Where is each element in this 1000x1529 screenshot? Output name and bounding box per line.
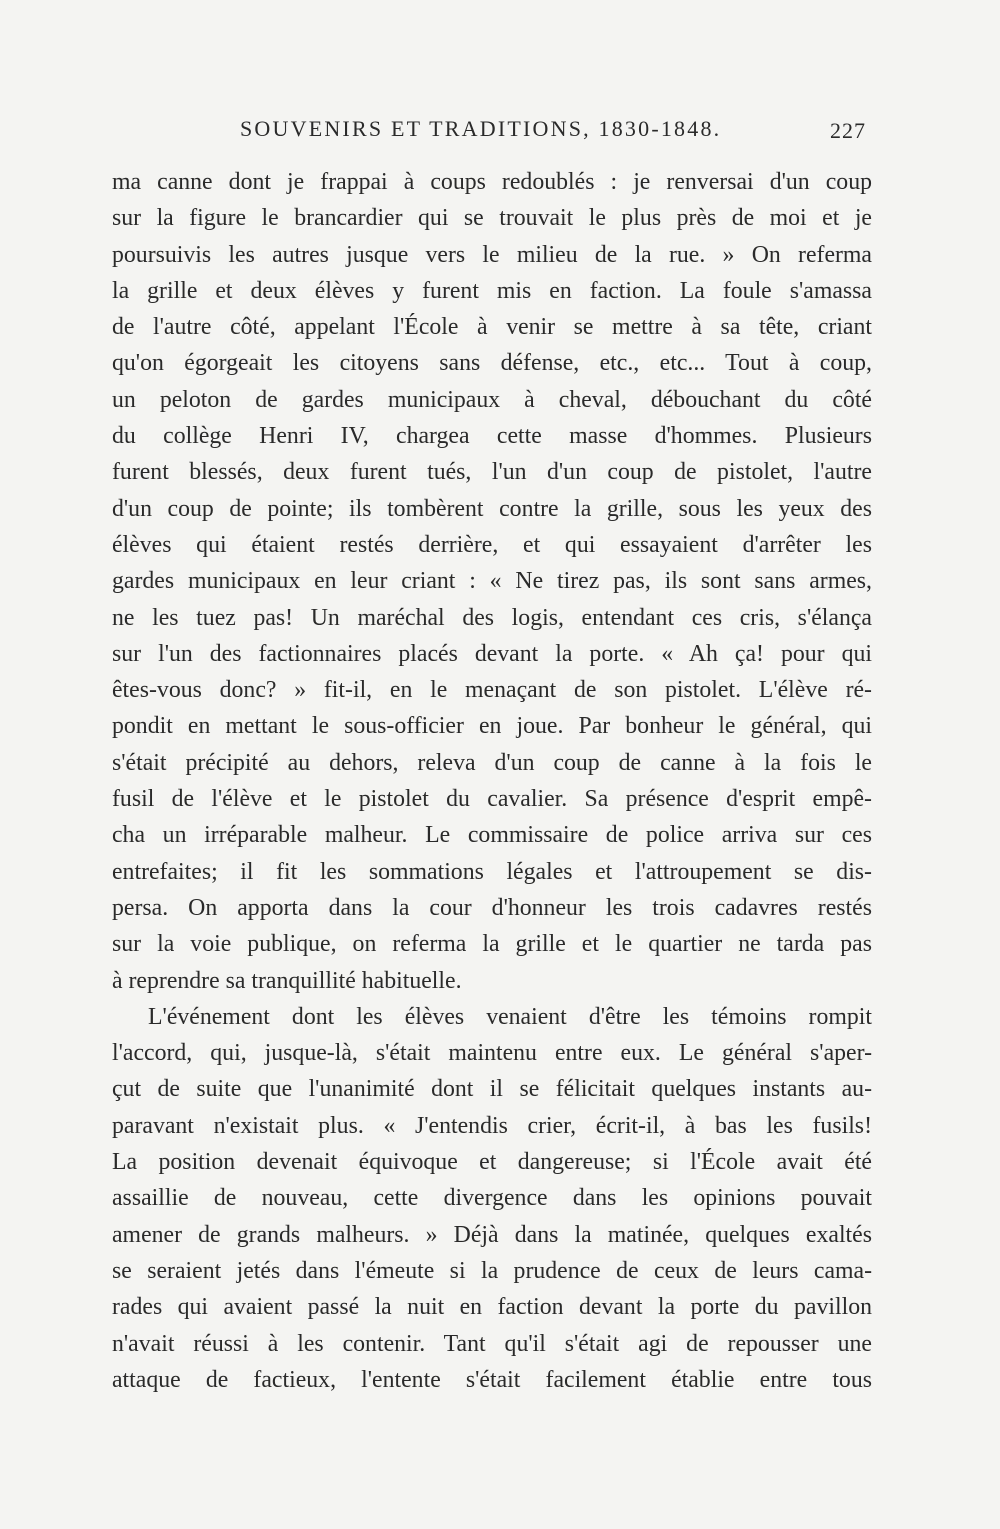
text-line: poursuivis les autres jusque vers le milieu de la rue. » On referma [112,241,872,268]
text-line: n'avait réussi à les contenir. Tant qu'il s'était agi de repousser une [112,1330,872,1357]
page-number: 227 [830,118,866,143]
text-line: persa. On apporta dans la cour d'honneur les trois cadavres restés [112,894,872,921]
text-line: à reprendre sa tranquillité habituelle. [112,967,462,994]
text-line: sur la figure le brancardier qui se trouvait le plus près de moi et je [112,205,872,232]
text-line: se seraient jetés dans l'émeute si la prudence de ceux de leurs cama- [112,1257,872,1284]
text-line: du collège Henri IV, chargea cette masse d'hommes. Plusieurs [112,423,872,450]
text-line: amener de grands malheurs. » Déjà dans la matinée, quelques exaltés [112,1221,872,1248]
text-line: d'un coup de pointe; ils tombèrent contre la grille, sous les yeux des [112,495,872,522]
text-line: la grille et deux élèves y furent mis en faction. La foule s'amassa [112,277,872,304]
text-line: êtes-vous donc? » fit-il, en le menaçant de son pistolet. L'élève ré- [112,677,872,704]
body-text [112,164,872,1398]
text-line: fusil de l'élève et le pistolet du cavalier. Sa présence d'esprit empê- [112,786,872,813]
text-line: rades qui avaient passé la nuit en faction devant la porte du pavillon [112,1294,872,1321]
text-line: l'accord, qui, jusque-là, s'était maintenu entre eux. Le général s'aper- [112,1040,872,1067]
text-line: assaillie de nouveau, cette divergence dans les opinions pouvait [112,1185,872,1212]
text-line: ne les tuez pas! Un maréchal des logis, entendant ces cris, s'élança [112,604,872,631]
text-line: sur la voie publique, on referma la grille et le quartier ne tarda pas [112,931,872,958]
running-title: SOUVENIRS ET TRADITIONS, 1830-1848. [240,116,722,141]
text-line: cha un irréparable malheur. Le commissaire de police arriva sur ces [112,822,872,849]
text-line: pondit en mettant le sous-officier en joue. Par bonheur le général, qui [112,713,872,740]
text-line: attaque de factieux, l'entente s'était facilement établie entre tous [112,1366,872,1393]
text-line: de l'autre côté, appelant l'École à venir se mettre à sa tête, criant [112,314,872,341]
text-line: çut de suite que l'unanimité dont il se félicitait quelques instants au- [112,1076,872,1103]
text-line: gardes municipaux en leur criant : « Ne tirez pas, ils sont sans armes, [112,568,872,595]
running-head [112,116,872,146]
text-line: entrefaites; il fit les sommations légales et l'attroupement se dis- [112,858,872,885]
text-line: paravant n'existait plus. « J'entendis crier, écrit-il, à bas les fusils! [112,1112,872,1139]
paragraph-2 [112,999,872,1398]
text-line: s'était précipité au dehors, releva d'un coup de canne à la fois le [112,749,872,776]
text-line: ma canne dont je frappai à coups redoublés : je renversai d'un coup [112,169,872,195]
text-line: L'événement dont les élèves venaient d'être les témoins rompit [148,1003,872,1030]
text-line: qu'on égorgeait les citoyens sans défense, etc., etc... Tout à coup, [112,350,872,377]
text-line: élèves qui étaient restés derrière, et qui essayaient d'arrêter les [112,531,872,558]
text-line: un peloton de gardes municipaux à cheval, débouchant du côté [112,386,872,413]
paragraph-1 [112,164,872,999]
text-line: furent blessés, deux furent tués, l'un d'un coup de pistolet, l'autre [112,459,872,486]
text-line: sur l'un des factionnaires placés devant la porte. « Ah ça! pour qui [112,640,872,667]
text-line: La position devenait équivoque et dangereuse; si l'École avait été [112,1149,872,1176]
